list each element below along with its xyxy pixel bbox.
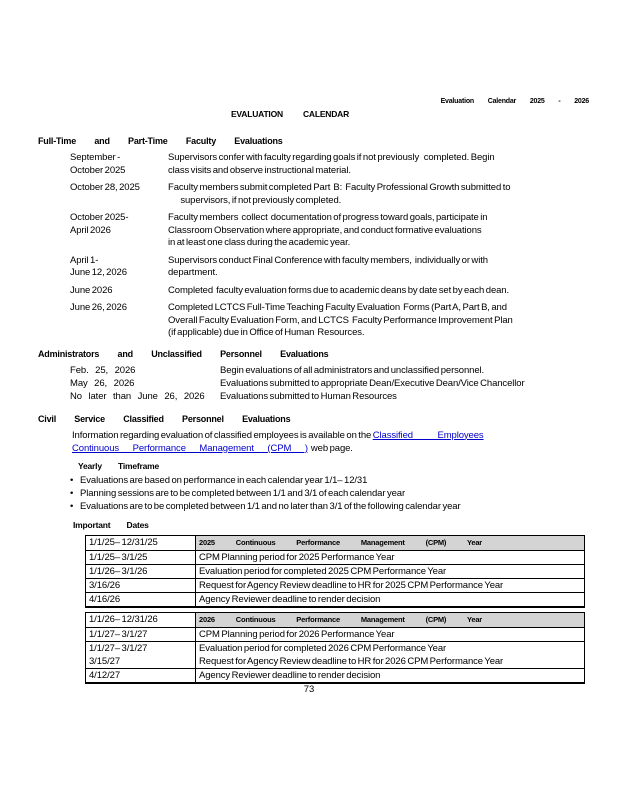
table-date-line: 1/1/27– 3/1/27 (89, 642, 148, 654)
administrators-section-heading: Administrators and Unclassified Personnel Evaluations (38, 348, 329, 359)
text-column (168, 302, 513, 340)
text-column (168, 285, 509, 298)
table-date-cell: 3/16/26 (86, 578, 196, 592)
date-column (70, 152, 168, 177)
date-column (70, 285, 168, 298)
faculty-paragraph (70, 152, 590, 177)
bullet-icon: • (70, 474, 74, 486)
table-text-cell: Agency Reviewer deadline to render decision (196, 668, 585, 683)
administrators-rows (70, 364, 590, 403)
table-date-cell: 4/16/26 (86, 592, 196, 607)
date-column (70, 302, 168, 340)
text-line: Supervisors confer with faculty regarding goals if not previously completed. Begin (168, 152, 495, 163)
date-line: June 12, 2026 (70, 267, 127, 278)
text-line: Completed LCTCS Full-Time Teaching Faculty Evaluation Forms (Part A, Part B, and (168, 302, 507, 313)
table-text-cell: CPM Planning period for 2025 Performance Year (196, 550, 585, 564)
table-row (86, 578, 585, 592)
civil-section-heading: Civil Service Classified Personnel Evaluations (38, 413, 291, 424)
faculty-paragraph (70, 285, 590, 298)
text-column (168, 255, 488, 280)
admin-row (70, 364, 590, 377)
bullet-text: Evaluations are to be completed between 1/1 and no later than 3/1 of the following calendar year (80, 500, 461, 512)
date-line: October 2025- (70, 212, 129, 223)
faculty-paragraph (70, 302, 590, 340)
table-row (86, 627, 585, 641)
text-line: (if applicable) due in Office of Human Resources. (168, 327, 365, 338)
text-line: Completed faculty evaluation forms due to academic deans by date set by each dean. (168, 284, 510, 296)
faculty-paragraph (70, 255, 590, 280)
admin-row (70, 377, 590, 390)
admin-date: May 26, 2026 (70, 377, 135, 389)
date-column (70, 212, 168, 250)
bullet-text: Planning sessions are to be completed between 1/1 and 3/1 of each calendar year (80, 487, 406, 499)
table-text-line: Evaluation period for completed 2026 CPM Performance Year (199, 642, 447, 654)
table-row (86, 592, 585, 607)
table-row (86, 668, 585, 683)
table-header-date-cell: 1/1/26– 12/31/26 (86, 612, 196, 627)
date-line: June 2026 (70, 284, 113, 296)
date-line: April 2026 (70, 224, 111, 236)
admin-text: Evaluations submitted to Human Resources (220, 390, 397, 402)
text-line: class visits and observe instructional material. (168, 164, 351, 176)
text-column (168, 212, 487, 250)
date-line: April 1- (70, 254, 99, 266)
date-column (70, 255, 168, 280)
important-dates-heading: Important Dates (73, 519, 149, 530)
text-line: Overall Faculty Evaluation Form, and LCTCS Faculty Performance Improvement Plan (168, 314, 513, 326)
text-line: Classroom Observation where appropriate, and conduct formative evaluations (168, 224, 482, 236)
admin-date: Feb. 25, 2026 (70, 364, 136, 376)
table-header-row (86, 535, 585, 550)
bullet-icon: • (70, 487, 74, 499)
civil-intro-line (72, 442, 590, 455)
bullet-item (70, 487, 590, 500)
table-text-cell: Evaluation period for completed 2025 CPM Performance Year (196, 564, 585, 578)
cpm-table-2026 (85, 612, 585, 684)
page-number: 73 (303, 684, 315, 695)
table-text-line: Request for Agency Review deadline to HR for 2026 CPM Performance Year (199, 655, 504, 667)
civil-intro-line (72, 429, 590, 442)
text-line: supervisors, if not previously completed. (168, 194, 342, 206)
table-row (86, 550, 585, 564)
text-line: Supervisors conduct Final Conference with faculty members, individually or with (168, 254, 488, 266)
date-line: June 26, 2026 (70, 302, 127, 313)
table-header-title-cell: 2026 Continuous Performance Management (CPM) Year (196, 612, 585, 627)
faculty-paragraph (70, 212, 590, 250)
admin-text: Begin evaluations of all administrators and unclassified personnel. (220, 364, 485, 376)
table-text-cell: CPM Planning period for 2026 Performance Year (196, 627, 585, 641)
date-line: September - (70, 152, 121, 163)
cpm-table-2025 (85, 535, 585, 608)
table-date-line: 3/15/27 (89, 655, 120, 667)
cpm-webpage-link[interactable]: Continuous Performance Management (CPM ) (72, 442, 308, 454)
table-date-cell: 1/1/25– 3/1/25 (86, 550, 196, 564)
cpm-webpage-link[interactable]: Classified Employees (372, 429, 484, 441)
title-word-2: CALENDAR (302, 109, 350, 119)
text-line: Faculty members collect documentation of progress toward goals, participate in (168, 212, 488, 223)
text-line: Faculty members submit completed Part B: Faculty Professional Growth submitted to (168, 182, 511, 193)
admin-text: Evaluations submitted to appropriate Dean/Executive Dean/Vice Chancellor (220, 377, 525, 389)
civil-intro-suffix: web page. (310, 442, 353, 454)
date-line: October 28, 2025 (70, 182, 140, 193)
faculty-items (70, 152, 590, 340)
title-word-1: EVALUATION (230, 109, 283, 119)
text-column (168, 182, 510, 207)
table-row (86, 564, 585, 578)
table-header-title-cell: 2025 Continuous Performance Management (CPM) Year (196, 535, 585, 550)
bullet-icon: • (70, 500, 74, 512)
page-content (38, 136, 590, 684)
date-column (70, 182, 168, 207)
table-text-cell: Request for Agency Review deadline to HR for 2025 CPM Performance Year (196, 578, 585, 592)
table-date-cell: 1/1/27– 3/1/27 (86, 627, 196, 641)
admin-row (70, 390, 590, 403)
bullet-item (70, 474, 590, 487)
table-date-cell (86, 641, 196, 668)
date-line: October 2025 (70, 164, 126, 176)
table-date-cell: 1/1/26– 3/1/26 (86, 564, 196, 578)
yearly-bullet-list (70, 474, 590, 513)
text-line: department. (168, 267, 218, 278)
admin-date: No later than June 26, 2026 (70, 390, 205, 402)
bullet-item (70, 500, 590, 513)
table-date-cell: 4/12/27 (86, 668, 196, 683)
faculty-paragraph (70, 182, 590, 207)
faculty-section-heading: Full-Time and Part-Time Faculty Evaluations (38, 136, 283, 146)
document-title (0, 109, 618, 119)
table-text-cell (196, 641, 585, 668)
civil-intro-prefix: Information regarding evaluation of classified employees is available on the (72, 429, 373, 441)
table-row (86, 641, 585, 668)
table-header-row (86, 612, 585, 627)
table-text-cell: Agency Reviewer deadline to render decision (196, 592, 585, 607)
yearly-timeframe-heading: Yearly Timeframe (78, 460, 160, 471)
text-line: in at least one class during the academic year. (168, 237, 351, 248)
table-header-date-cell: 1/1/25– 12/31/25 (86, 535, 196, 550)
text-column (168, 152, 495, 177)
bullet-text: Evaluations are based on performance in each calendar year 1/1– 12/31 (80, 474, 368, 486)
running-header: Evaluation Calendar 2025 - 2026 (440, 98, 589, 105)
civil-intro (72, 429, 590, 455)
